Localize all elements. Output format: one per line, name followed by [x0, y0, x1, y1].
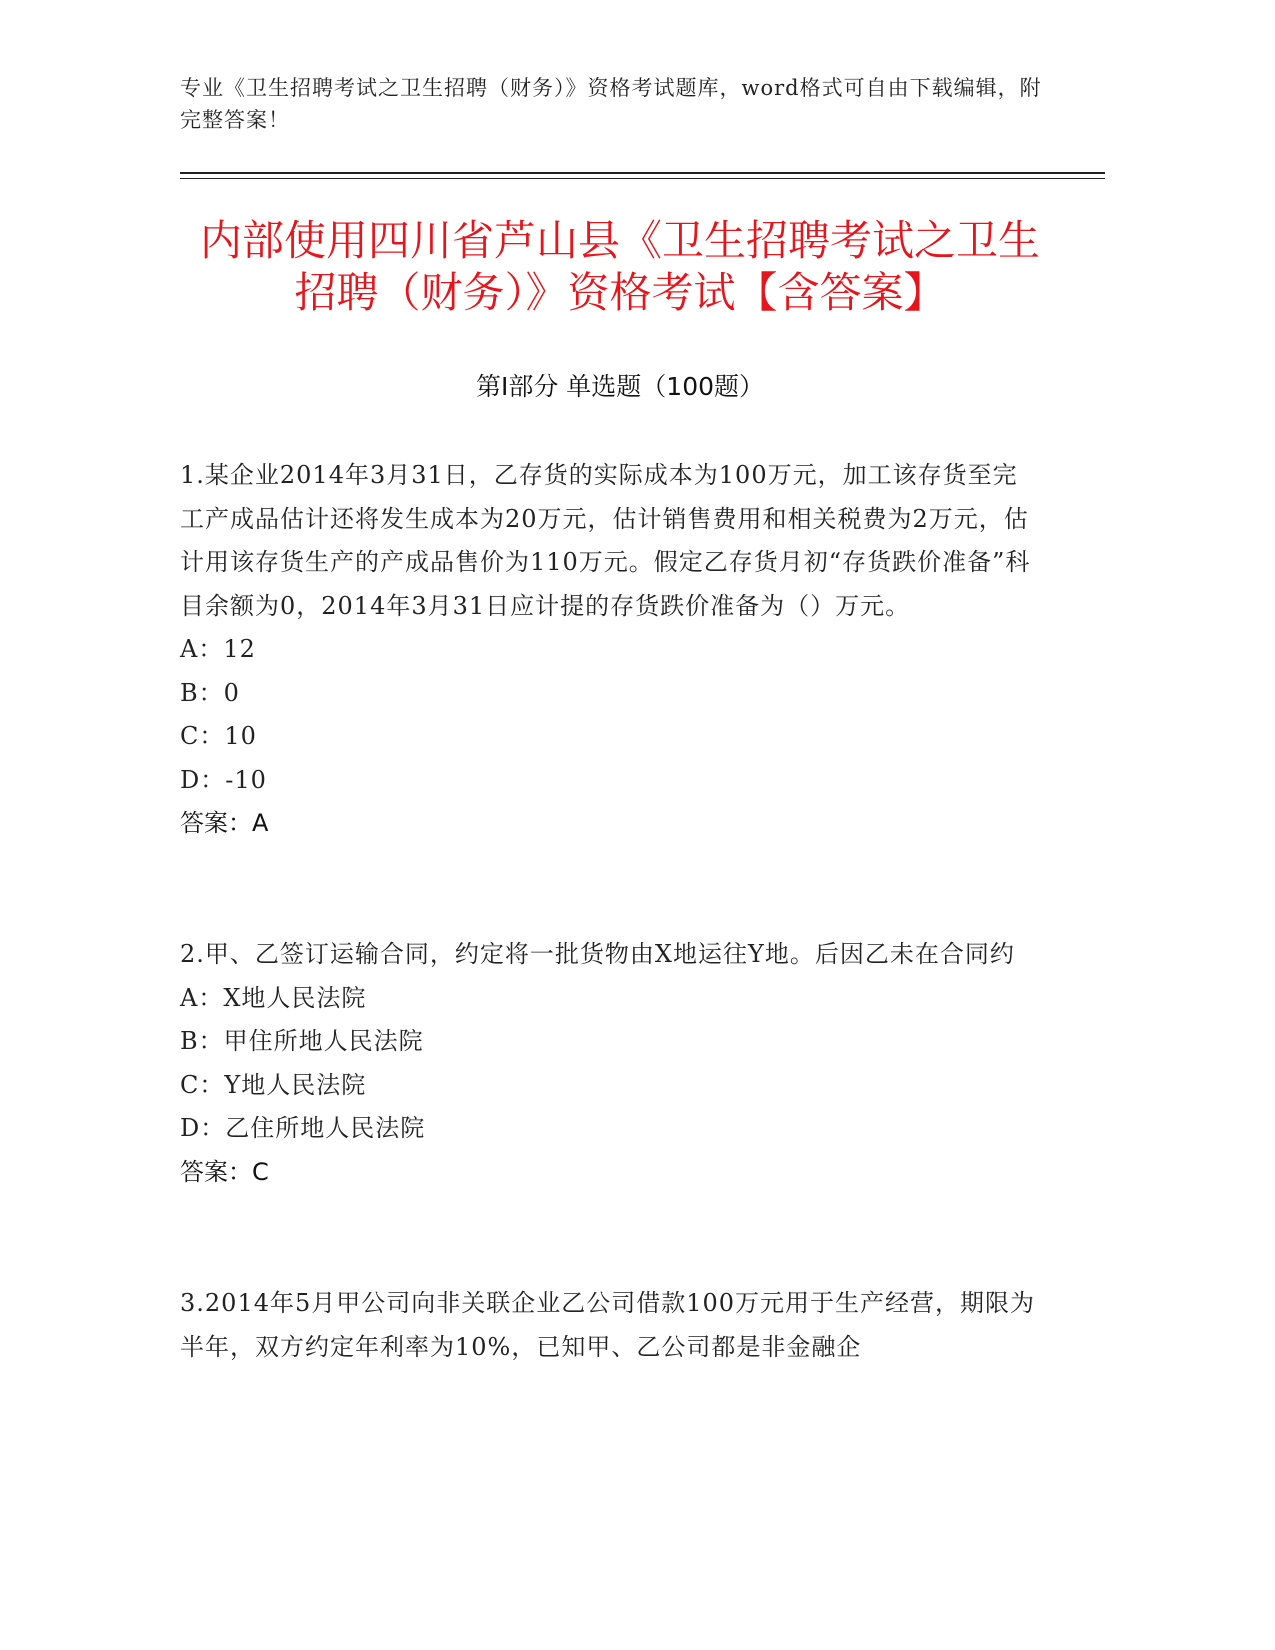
- option-b: B：甲住所地人民法院: [180, 1027, 424, 1055]
- header-rule-thin: [180, 178, 1105, 179]
- document-title: 内部使用四川省芦山县《卫生招聘考试之卫生招聘（财务）》资格考试【含答案】: [199, 216, 1040, 317]
- answer: 答案：A: [180, 809, 269, 837]
- question-stem: 3.2014年5月甲公司向非关联企业乙公司借款100万元用于生产经营，期限为半年，双方约定年利率为10%，已知甲、乙公司都是非金融企: [180, 1289, 1036, 1361]
- option-c: C：10: [180, 722, 257, 750]
- option-b: B：0: [180, 678, 240, 707]
- option-a: A：X地人民法院: [180, 983, 367, 1012]
- option-a: A：12: [180, 635, 256, 663]
- question-stem: 2.甲、乙签订运输合同，约定将一批货物由X地运往Y地。后因乙未在合同约: [180, 940, 1015, 968]
- question-stem: 1.某企业2014年3月31日，乙存货的实际成本为100万元，加工该存货至完工产成品估计还将发生成本为20万元，估计销售费用和相关税费为2万元，估计用该存货生产的产成品售价为110万元。假定乙存货月初“存货跌价准备”科目余额为0，2014年3月31日应计提的存货跌价准备为（）万元。: [180, 461, 1031, 620]
- header-note: 专业《卫生招聘考试之卫生招聘（财务）》资格考试题库，word格式可自由下载编辑，附完整答案！: [180, 76, 1042, 132]
- section-heading: 第Ⅰ部分 单选题（100题）: [475, 372, 765, 401]
- option-d: D：-10: [180, 765, 267, 794]
- question-2: [180, 933, 1040, 1194]
- header-rule-thick: [180, 172, 1105, 174]
- option-d: D：乙住所地人民法院: [180, 1114, 426, 1142]
- option-c: C：Y地人民法院: [180, 1070, 367, 1099]
- answer: 答案：C: [180, 1157, 269, 1186]
- question-1: [180, 454, 1040, 846]
- question-3: [180, 1282, 1040, 1369]
